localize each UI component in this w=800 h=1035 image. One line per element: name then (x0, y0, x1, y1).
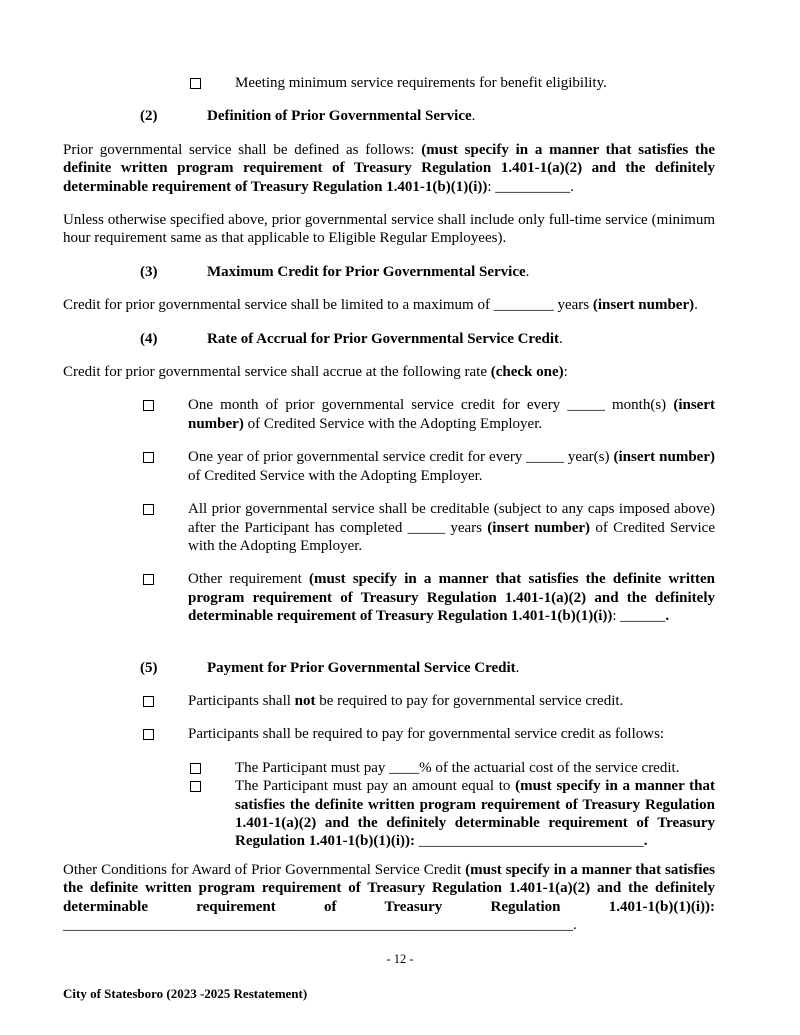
section-number: (5) (140, 659, 158, 676)
page-number: - 12 - (386, 952, 414, 966)
checkbox-icon (143, 400, 154, 411)
checkbox-item-text: Other requirement (must specify in a manner that satisfies the definite written program requirement of Treasury Regulation 1.401-1(a)(2) and the definitely determinable requirement of Treasury Regulation 1.401-1(b)(1)(i)): ______. (188, 571, 716, 625)
checkbox-icon (143, 574, 154, 585)
section-number: (3) (140, 263, 158, 280)
checkbox-icon (143, 504, 154, 515)
para-accrual-rate: Credit for prior governmental service shall accrue at the following rate (check one): (63, 364, 568, 381)
section-title: Definition of Prior Governmental Service. (207, 108, 476, 125)
checkbox-cell (143, 500, 188, 555)
para-maximum-credit: Credit for prior governmental service shall be limited to a maximum of ________ years (insert number). (63, 297, 698, 314)
checkbox-icon (190, 781, 201, 792)
checkbox-item-text: The Participant must pay an amount equal to (must specify in a manner that satisfies the definite written program requirement of Treasury Regulation 1.401-1(a)(2) and the definitely determinable requirement of Treasury Regulation 1.401-1(b)(1)(i)): ______________________________. (235, 778, 715, 850)
checkbox-suboption-amount-equal (63, 777, 715, 851)
section-number: (4) (140, 330, 158, 347)
section-number: (2) (140, 108, 158, 125)
checkbox-item-text: The Participant must pay ____% of the actuarial cost of the service credit. (235, 759, 680, 776)
checkbox-cell (143, 692, 188, 710)
section-heading-5 (63, 659, 715, 677)
para-other-conditions: Other Conditions for Award of Prior Governmental Service Credit (must specify in a manner that satisfies the definite written program requirement of Treasury Regulation 1.401-1(a)(2) and the definitely determinable requirement of Treasury Regulation 1.401-1(b)(1)(i)): ____________________________________________________________________. (63, 861, 716, 933)
checkbox-icon (143, 452, 154, 463)
checkbox-icon (190, 763, 201, 774)
checkbox-cell (143, 396, 188, 433)
checkbox-cell (143, 725, 188, 743)
checkbox-item-text: Participants shall not be required to pay for governmental service credit. (188, 692, 624, 709)
checkbox-option-no-payment (63, 692, 715, 710)
checkbox-item-text: Meeting minimum service requirements for benefit eligibility. (235, 75, 607, 91)
checkbox-option-all-service (63, 500, 715, 555)
checkbox-cell (190, 74, 235, 92)
checkbox-cell (143, 570, 188, 625)
checkbox-item-text: One month of prior governmental service credit for every _____ month(s) (insert number) of Credited Service with the Adopting Employer. (188, 397, 715, 432)
checkbox-icon (190, 78, 201, 89)
section-heading-2 (63, 107, 715, 125)
footer-plan-name: City of Statesboro (2023 -2025 Restatement) (63, 986, 308, 1001)
section-title: Rate of Accrual for Prior Governmental Service Credit. (207, 330, 563, 347)
section-title: Payment for Prior Governmental Service Credit. (207, 659, 520, 676)
checkbox-icon (143, 696, 154, 707)
section-heading-4 (63, 330, 715, 348)
checkbox-item-text: Participants shall be required to pay for governmental service credit as follows: (188, 726, 665, 743)
para-prior-service-definition: Prior governmental service shall be defined as follows: (must specify in a manner that satisfies the definite written program requirement of Treasury Regulation 1.401-1(a)(2) and the definitely determinable requirement of Treasury Regulation 1.401-1(b)(1)(i)): __________. (63, 141, 715, 195)
para-fulltime-service: Unless otherwise specified above, prior governmental service shall include only full-time service (minimum hour requirement same as that applicable to Eligible Regular Employees). (63, 212, 715, 247)
section-heading-3 (63, 263, 715, 281)
document-content (63, 74, 715, 949)
checkbox-cell (190, 759, 235, 777)
checkbox-option-one-month (63, 396, 715, 433)
checkbox-item-text: All prior governmental service shall be creditable (subject to any caps imposed above) after the Participant has completed _____ years (insert number) of Credited Service with the Adopting Employer. (188, 501, 715, 554)
checkbox-option-one-year (63, 448, 715, 485)
checkbox-option-payment-required (63, 725, 715, 743)
checkbox-option-other-requirement (63, 570, 715, 625)
checkbox-cell (190, 777, 235, 851)
section-title: Maximum Credit for Prior Governmental Service. (207, 263, 530, 280)
checkbox-suboption-percent-actuarial (63, 759, 715, 777)
checkbox-item-text: One year of prior governmental service credit for every _____ year(s) (insert number) of Credited Service with the Adopting Employer. (188, 449, 715, 484)
checkbox-item-meeting-minimum (63, 74, 715, 92)
checkbox-cell (143, 448, 188, 485)
checkbox-icon (143, 729, 154, 740)
